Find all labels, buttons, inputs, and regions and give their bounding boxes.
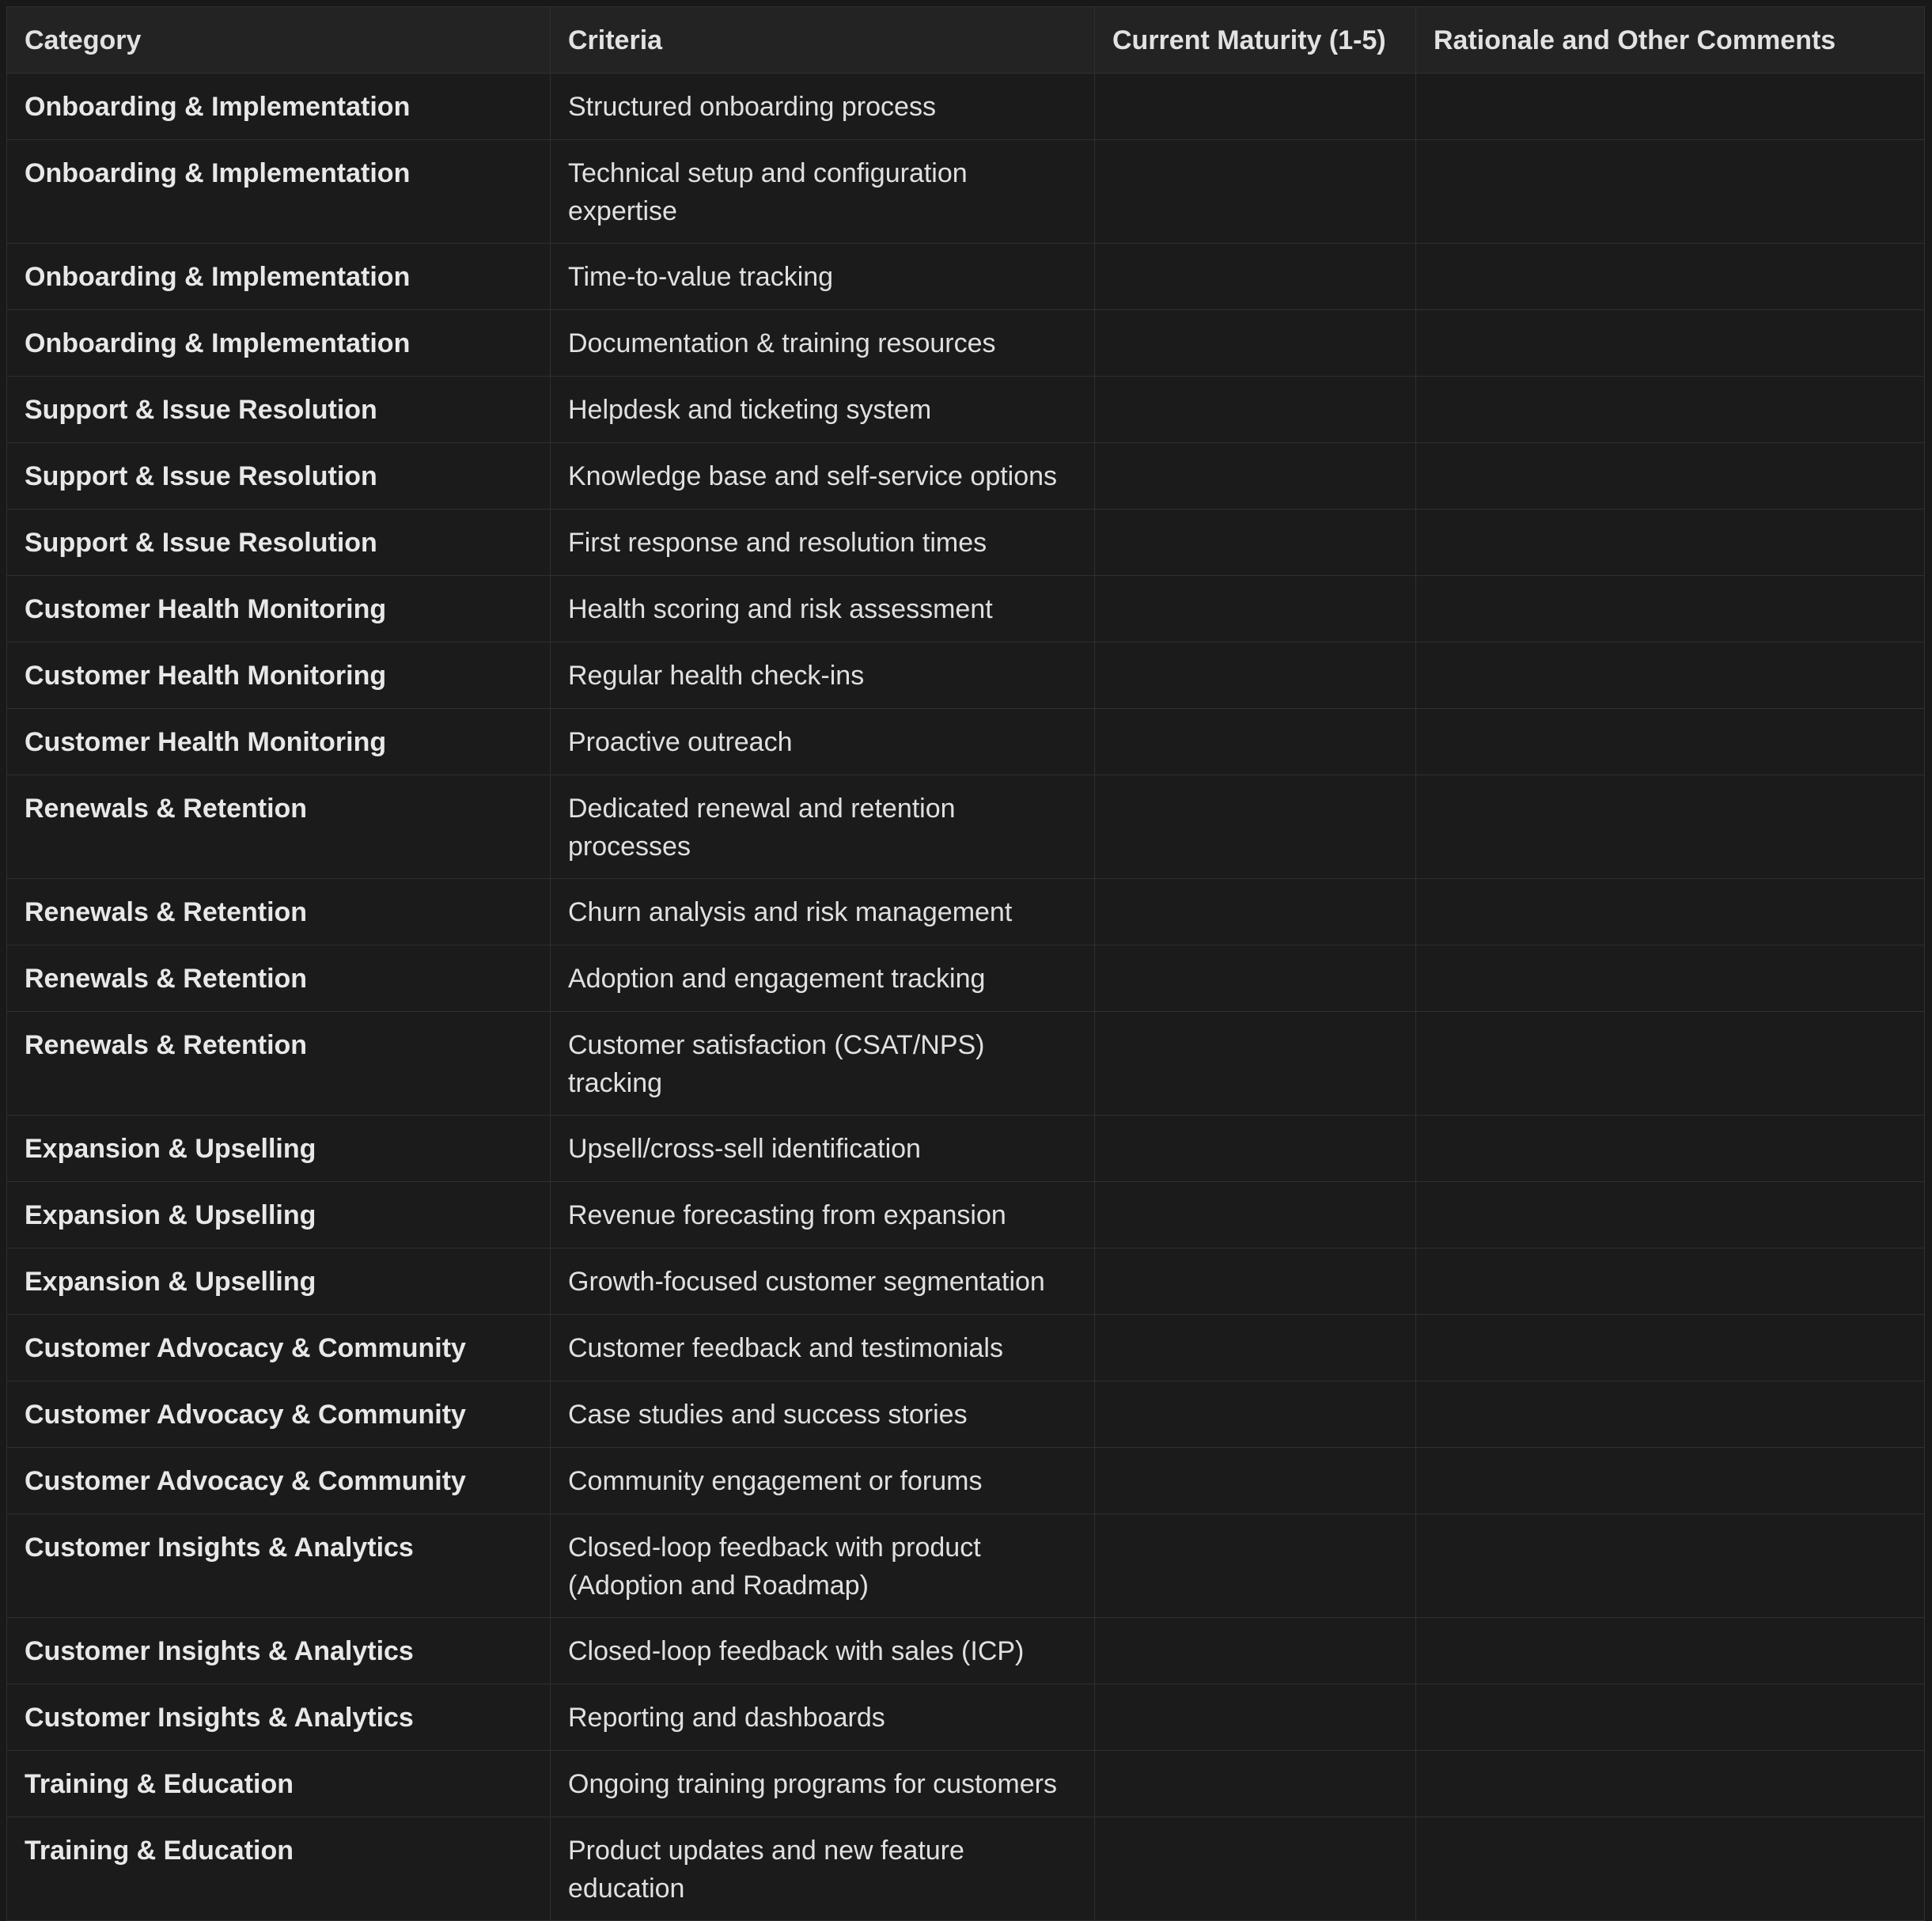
comments-cell[interactable] [1416, 576, 1925, 642]
comments-cell[interactable] [1416, 443, 1925, 510]
comments-cell[interactable] [1416, 1448, 1925, 1514]
table-row [7, 1448, 1925, 1514]
comments-cell[interactable] [1416, 1116, 1925, 1182]
comments-cell[interactable] [1416, 244, 1925, 310]
table-row [7, 74, 1925, 140]
maturity-cell[interactable] [1095, 1116, 1416, 1182]
comments-cell[interactable] [1416, 1012, 1925, 1116]
maturity-cell[interactable] [1095, 1248, 1416, 1315]
table-row [7, 1315, 1925, 1381]
comments-cell[interactable] [1416, 642, 1925, 709]
criteria-cell[interactable]: Helpdesk and ticketing system [551, 377, 1095, 443]
criteria-cell[interactable]: Growth-focused customer segmentation [551, 1248, 1095, 1315]
category-cell[interactable]: Renewals & Retention [7, 775, 551, 879]
maturity-cell[interactable] [1095, 140, 1416, 244]
maturity-cell[interactable] [1095, 1448, 1416, 1514]
maturity-cell[interactable] [1095, 1315, 1416, 1381]
criteria-cell[interactable]: Customer feedback and testimonials [551, 1315, 1095, 1381]
maturity-cell[interactable] [1095, 443, 1416, 510]
maturity-cell[interactable] [1095, 310, 1416, 377]
category-cell[interactable]: Customer Health Monitoring [7, 576, 551, 642]
criteria-cell[interactable]: Technical setup and configuration expertise [551, 140, 1095, 244]
table-row [7, 377, 1925, 443]
criteria-cell[interactable]: Closed-loop feedback with sales (ICP) [551, 1618, 1095, 1684]
comments-cell[interactable] [1416, 1817, 1925, 1921]
table-row [7, 1618, 1925, 1684]
comments-cell[interactable] [1416, 879, 1925, 945]
maturity-cell[interactable] [1095, 1618, 1416, 1684]
maturity-cell[interactable] [1095, 1381, 1416, 1448]
table-row [7, 576, 1925, 642]
category-cell[interactable]: Onboarding & Implementation [7, 140, 551, 244]
criteria-cell[interactable]: Structured onboarding process [551, 74, 1095, 140]
category-cell[interactable]: Onboarding & Implementation [7, 310, 551, 377]
table-row [7, 642, 1925, 709]
table-row [7, 1817, 1925, 1921]
table-row [7, 1182, 1925, 1248]
criteria-cell[interactable]: Proactive outreach [551, 709, 1095, 775]
criteria-cell[interactable]: Revenue forecasting from expansion [551, 1182, 1095, 1248]
comments-cell[interactable] [1416, 377, 1925, 443]
table-row [7, 1012, 1925, 1116]
criteria-cell[interactable]: Documentation & training resources [551, 310, 1095, 377]
criteria-cell[interactable]: Time-to-value tracking [551, 244, 1095, 310]
category-cell[interactable]: Support & Issue Resolution [7, 377, 551, 443]
category-cell[interactable]: Training & Education [7, 1751, 551, 1817]
maturity-cell[interactable] [1095, 1182, 1416, 1248]
table-row [7, 775, 1925, 879]
criteria-cell[interactable]: Community engagement or forums [551, 1448, 1095, 1514]
maturity-cell[interactable] [1095, 1751, 1416, 1817]
maturity-cell[interactable] [1095, 775, 1416, 879]
header-rationale-comments[interactable]: Rationale and Other Comments [1416, 7, 1925, 74]
category-cell[interactable]: Customer Insights & Analytics [7, 1514, 551, 1618]
table-body [7, 74, 1925, 1921]
criteria-cell[interactable]: Product updates and new feature education [551, 1817, 1095, 1921]
category-cell[interactable]: Expansion & Upselling [7, 1116, 551, 1182]
category-cell[interactable]: Onboarding & Implementation [7, 244, 551, 310]
category-cell[interactable]: Customer Insights & Analytics [7, 1684, 551, 1751]
comments-cell[interactable] [1416, 1182, 1925, 1248]
category-cell[interactable]: Customer Advocacy & Community [7, 1315, 551, 1381]
maturity-cell[interactable] [1095, 1684, 1416, 1751]
maturity-cell[interactable] [1095, 576, 1416, 642]
maturity-cell[interactable] [1095, 377, 1416, 443]
category-cell[interactable]: Customer Advocacy & Community [7, 1381, 551, 1448]
criteria-cell[interactable]: Regular health check-ins [551, 642, 1095, 709]
criteria-cell[interactable]: Closed-loop feedback with product (Adoption and Roadmap) [551, 1514, 1095, 1618]
comments-cell[interactable] [1416, 1315, 1925, 1381]
header-criteria[interactable]: Criteria [551, 7, 1095, 74]
table-row [7, 1248, 1925, 1315]
table-row [7, 1514, 1925, 1618]
maturity-cell[interactable] [1095, 74, 1416, 140]
table-row [7, 140, 1925, 244]
header-row [7, 7, 1925, 74]
criteria-cell[interactable]: Ongoing training programs for customers [551, 1751, 1095, 1817]
criteria-cell[interactable]: Health scoring and risk assessment [551, 576, 1095, 642]
table-row [7, 244, 1925, 310]
criteria-cell[interactable]: Churn analysis and risk management [551, 879, 1095, 945]
category-cell[interactable]: Renewals & Retention [7, 1012, 551, 1116]
comments-cell[interactable] [1416, 1248, 1925, 1315]
table-row [7, 709, 1925, 775]
comments-cell[interactable] [1416, 709, 1925, 775]
comments-cell[interactable] [1416, 1684, 1925, 1751]
maturity-cell[interactable] [1095, 642, 1416, 709]
criteria-cell[interactable]: Knowledge base and self-service options [551, 443, 1095, 510]
criteria-cell[interactable]: Dedicated renewal and retention processes [551, 775, 1095, 879]
category-cell[interactable]: Customer Insights & Analytics [7, 1618, 551, 1684]
maturity-cell[interactable] [1095, 244, 1416, 310]
maturity-cell[interactable] [1095, 879, 1416, 945]
comments-cell[interactable] [1416, 1618, 1925, 1684]
maturity-table-container [6, 6, 1924, 1921]
maturity-cell[interactable] [1095, 709, 1416, 775]
comments-cell[interactable] [1416, 510, 1925, 576]
table-row [7, 310, 1925, 377]
comments-cell[interactable] [1416, 775, 1925, 879]
comments-cell[interactable] [1416, 1751, 1925, 1817]
criteria-cell[interactable]: Customer satisfaction (CSAT/NPS) tracking [551, 1012, 1095, 1116]
category-cell[interactable]: Expansion & Upselling [7, 1248, 551, 1315]
category-cell[interactable]: Onboarding & Implementation [7, 74, 551, 140]
maturity-cell[interactable] [1095, 510, 1416, 576]
table-header [7, 7, 1925, 74]
header-category[interactable]: Category [7, 7, 551, 74]
table-row [7, 510, 1925, 576]
table-row [7, 1751, 1925, 1817]
category-cell[interactable]: Renewals & Retention [7, 945, 551, 1012]
category-cell[interactable]: Customer Health Monitoring [7, 642, 551, 709]
category-cell[interactable]: Customer Health Monitoring [7, 709, 551, 775]
table-row [7, 945, 1925, 1012]
table-row [7, 1684, 1925, 1751]
comments-cell[interactable] [1416, 140, 1925, 244]
category-cell[interactable]: Support & Issue Resolution [7, 510, 551, 576]
comments-cell[interactable] [1416, 945, 1925, 1012]
maturity-cell[interactable] [1095, 945, 1416, 1012]
table-row [7, 443, 1925, 510]
criteria-cell[interactable]: First response and resolution times [551, 510, 1095, 576]
criteria-cell[interactable]: Upsell/cross-sell identification [551, 1116, 1095, 1182]
comments-cell[interactable] [1416, 310, 1925, 377]
criteria-cell[interactable]: Case studies and success stories [551, 1381, 1095, 1448]
table-row [7, 1116, 1925, 1182]
table-row [7, 1381, 1925, 1448]
category-cell[interactable]: Training & Education [7, 1817, 551, 1921]
comments-cell[interactable] [1416, 1514, 1925, 1618]
category-cell[interactable]: Renewals & Retention [7, 879, 551, 945]
table-row [7, 879, 1925, 945]
comments-cell[interactable] [1416, 74, 1925, 140]
comments-cell[interactable] [1416, 1381, 1925, 1448]
maturity-cell[interactable] [1095, 1514, 1416, 1618]
category-cell[interactable]: Expansion & Upselling [7, 1182, 551, 1248]
header-current-maturity[interactable]: Current Maturity (1-5) [1095, 7, 1416, 74]
maturity-cell[interactable] [1095, 1817, 1416, 1921]
maturity-cell[interactable] [1095, 1012, 1416, 1116]
criteria-cell[interactable]: Reporting and dashboards [551, 1684, 1095, 1751]
criteria-cell[interactable]: Adoption and engagement tracking [551, 945, 1095, 1012]
category-cell[interactable]: Support & Issue Resolution [7, 443, 551, 510]
maturity-assessment-table [6, 6, 1925, 1921]
category-cell[interactable]: Customer Advocacy & Community [7, 1448, 551, 1514]
